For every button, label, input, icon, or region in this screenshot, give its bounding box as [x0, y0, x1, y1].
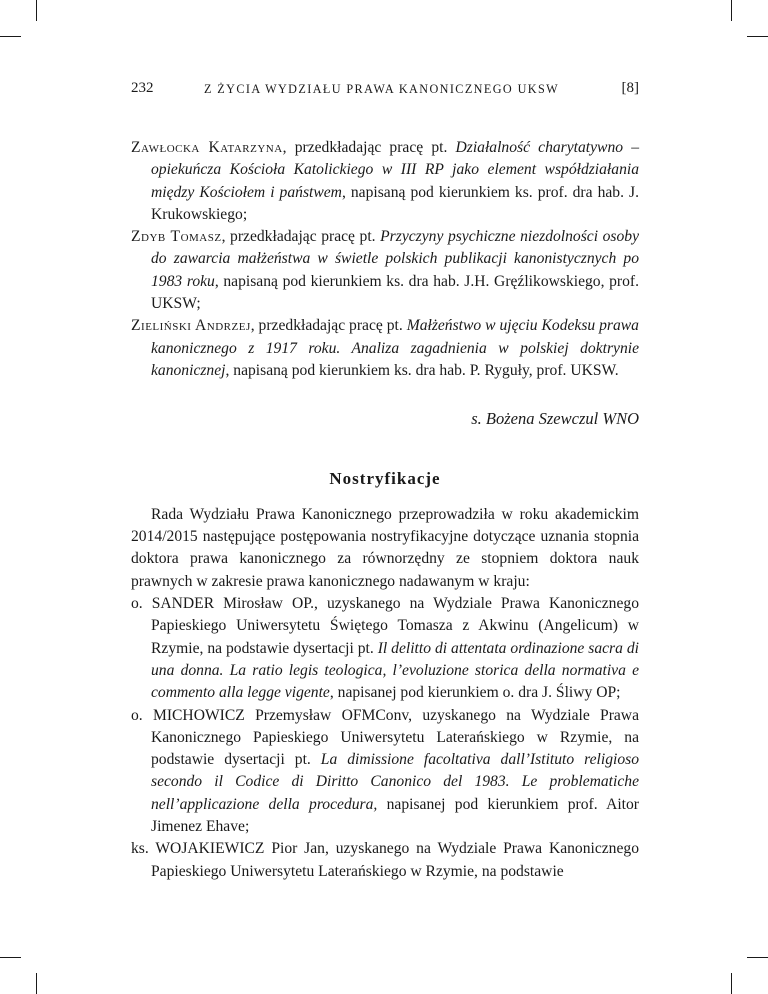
- crop-mark: [36, 0, 37, 21]
- thesis-title: Przyczyny psychiczne niezdolności osoby do zawarcia małżeństwa w świetle polskich publikacji kanonistycznych po 1983 roku: [151, 228, 639, 290]
- page-body: [131, 137, 639, 883]
- thesis-entry: Zdyb Tomasz, przedkładając pracę pt. Przyczyny psychiczne niezdolności osoby do zawarcia małżeństwa w świetle polskich publikacji kanonistycznych po 1983 roku, napisaną pod kierunkiem ks. dra hab. J.H. Gręźlikowskiego, prof. UKSW;: [131, 228, 640, 313]
- crop-mark: [747, 957, 768, 958]
- thesis-title: Małżeństwo w ujęciu Kodeksu prawa kanonicznego z 1917 roku. Analiza zagadnienia w polskiej doktrynie kanonicznej: [151, 317, 639, 379]
- page-number: 232: [131, 80, 154, 96]
- crop-mark: [36, 973, 37, 994]
- nostrification-entry: ks. WOJAKIEWICZ Pior Jan, uzyskanego na Wydziale Prawa Kanonicznego Papieskiego Uniwersytetu Laterańskiego w Rzymie, na podstawie: [131, 840, 639, 880]
- section-heading: Nostryfikacje: [329, 468, 441, 488]
- nostrification-entry: o. MICHOWICZ Przemysław OFMConv, uzyskanego na Wydziale Prawa Kanonicznego Papieskiego Uniwersytetu Laterańskiego w Rzymie, na podstawie dysertacji pt. La dimissione facoltativa dall’Istituto religioso secondo il Codice di Diritto Canonico del 1983. Le problematiche nell’applicazione della procedura, napisanej pod kierunkiem prof. Aitor Jimenez Ehave;: [131, 706, 639, 836]
- section-number: [8]: [621, 80, 639, 96]
- author-name: Zawłocka Katarzyna: [131, 139, 283, 156]
- report-author: s. Bożena Szewczul WNO: [471, 409, 639, 429]
- crop-mark: [0, 36, 21, 37]
- intro-paragraph: Rada Wydziału Prawa Kanonicznego przeprowadziła w roku akademickim 2014/2015 następujące postępowania nostryfikacyjne dotyczące uznania stopnia doktora prawa kanonicznego za równorzędny ze stopniem doktora nauk prawnych w zakresie prawa kanonicznego nadawanym w kraju:: [131, 505, 639, 590]
- thesis-title: Działalność charytatywno – opiekuńcza Kościoła Katolickiego w III RP jako element współdziałania między Kościołem i państwem: [151, 139, 639, 201]
- running-title: Z ŻYCIA WYDZIAŁU PRAWA KANONICZNEGO UKSW: [204, 82, 560, 96]
- dissertation-title: La dimissione facoltativa dall’Istituto religioso secondo il Codice di Diritto Canonico del 1983. Le problematiche nell’applicazione della procedura,: [151, 751, 639, 813]
- crop-mark: [731, 0, 732, 21]
- thesis-entry: Zieliński Andrzej, przedkładając pracę pt. Małżeństwo w ujęciu Kodeksu prawa kanonicznego z 1917 roku. Analiza zagadnienia w polskiej doktrynie kanonicznej, napisaną pod kierunkiem ks. dra hab. P. Ryguły, prof. UKSW.: [131, 317, 639, 379]
- crop-mark: [0, 957, 21, 958]
- author-name: Zieliński Andrzej: [131, 317, 251, 335]
- dissertation-title: Il delitto di attentata ordinazione sacra di una donna. La ratio legis teologica, l’evoluzione storica della normativa e commento alla legge vigente: [151, 639, 639, 702]
- crop-mark: [747, 36, 768, 37]
- running-header: [131, 80, 639, 102]
- nostrification-entry: o. SANDER Mirosław OP., uzyskanego na Wydziale Prawa Kanonicznego Papieskiego Uniwersytetu Świętego Tomasza z Akwinu (Angelicum) w Rzymie, na podstawie dysertacji pt. Il delitto di attentata ordinazione sacra di una donna. La ratio legis teologica, l’evoluzione storica della normativa e commento alla legge vigente, napisanej pod kierunkiem o. dra J. Śliwy OP;: [131, 595, 639, 702]
- thesis-entry: Zawłocka Katarzyna, przedkładając pracę pt. Działalność charytatywno – opiekuńcza Kościoła Katolickiego w III RP jako element współdziałania między Kościołem i państwem, napisaną pod kierunkiem ks. prof. dra hab. J. Krukowskiego;: [131, 139, 639, 223]
- author-name: Zdyb Tomasz: [131, 228, 222, 246]
- crop-mark: [731, 973, 732, 994]
